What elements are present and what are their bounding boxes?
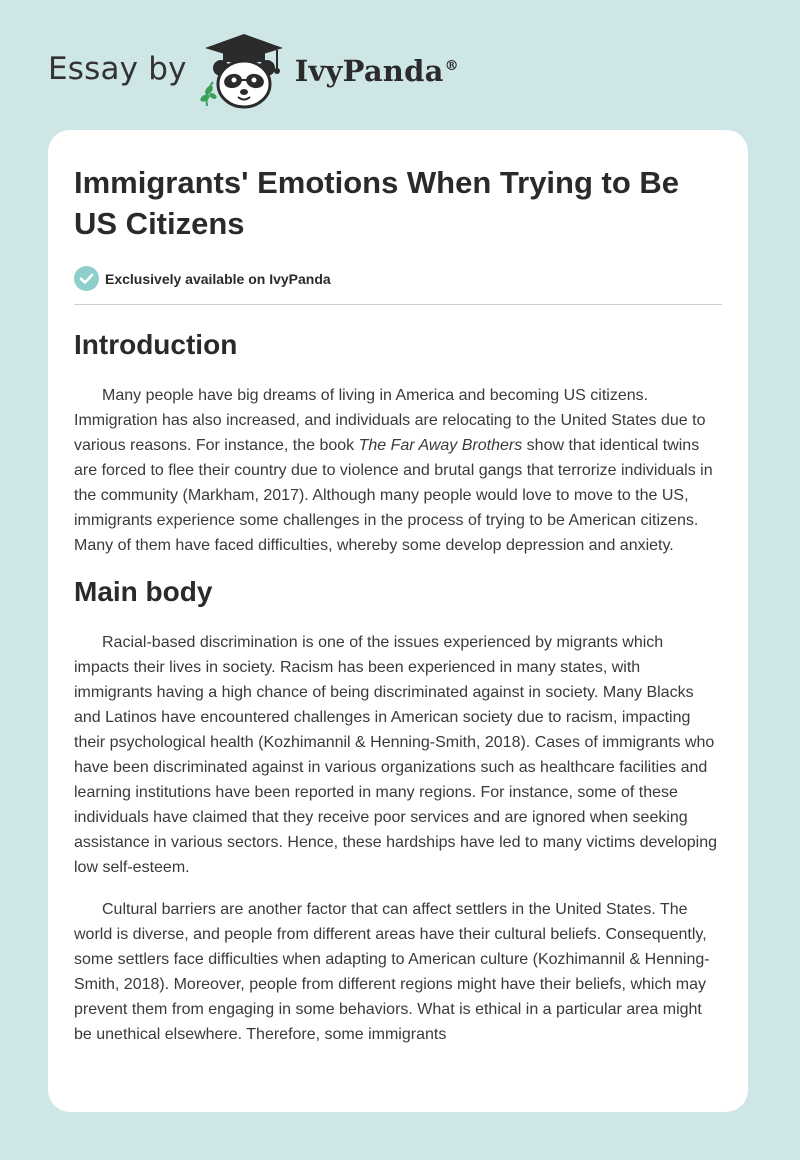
intro-paragraph (74, 383, 722, 558)
panda-graduate-icon[interactable] (197, 30, 291, 110)
essay-card (48, 130, 748, 1112)
site-header (48, 30, 459, 110)
body-paragraph: Cultural barriers are another factor that can affect settlers in the United States. The world is diverse, and people from different areas have their cultural beliefs. Consequently, some settlers face difficulties when adapting to American culture (Kozhimannil & Henning-Smith, 2018). Moreover, people from different regions might have their beliefs, which may prevent them from engaging in some behaviors. What is ethical in a particular area might be unethical elsewhere. Therefore, some immigrants (74, 901, 710, 1043)
exclusive-badge (74, 266, 722, 305)
check-circle-icon (74, 266, 99, 291)
section-heading-introduction: Introduction (74, 329, 238, 360)
section-heading-main-body: Main body (74, 576, 213, 607)
intro-text-after: show that identical twins are forced to flee their country due to violence and brutal gangs that terrorize individuals in the community (Markham, 2017). Although many people would love to move to the US, immigrants experience some challenges in the process of trying to be American citizens. Many of them have faced difficulties, whereby some develop depression and anxiety. (74, 437, 713, 554)
essay-title: Immigrants' Emotions When Trying to Be US Citizens (74, 165, 680, 241)
brand-name[interactable] (295, 54, 459, 88)
brand-text: IvyPanda (294, 54, 444, 88)
body-paragraph: Racial-based discrimination is one of the issues experienced by migrants which impacts their lives in society. Racism has been experienced in many states, with immigrants having a high chance of being discriminated against in society. Many Blacks and Latinos have encountered challenges in American society due to racism, impacting their psychological health (Kozhimannil & Henning-Smith, 2018). Cases of immigrants who have been discriminated against in various organizations such as healthcare facilities and learning institutions have been reported in many regions. For instance, some of these individuals have claimed that they receive poor services and are ignored when seeking assistance in various sectors. Hence, these hardships have led to many victims developing low self-esteem. (74, 634, 717, 876)
book-title: The Far Away Brothers (358, 437, 523, 454)
registered-mark: ® (444, 58, 459, 75)
exclusive-label: Exclusively available on IvyPanda (105, 270, 331, 287)
intro-text-before: Many people have big dreams of living in America and becoming US citizens. Immigration has also increased, and individuals are relocating to the United States due to various reasons. For instance, the book (74, 387, 706, 454)
essay-by-label: Essay by (48, 51, 187, 87)
